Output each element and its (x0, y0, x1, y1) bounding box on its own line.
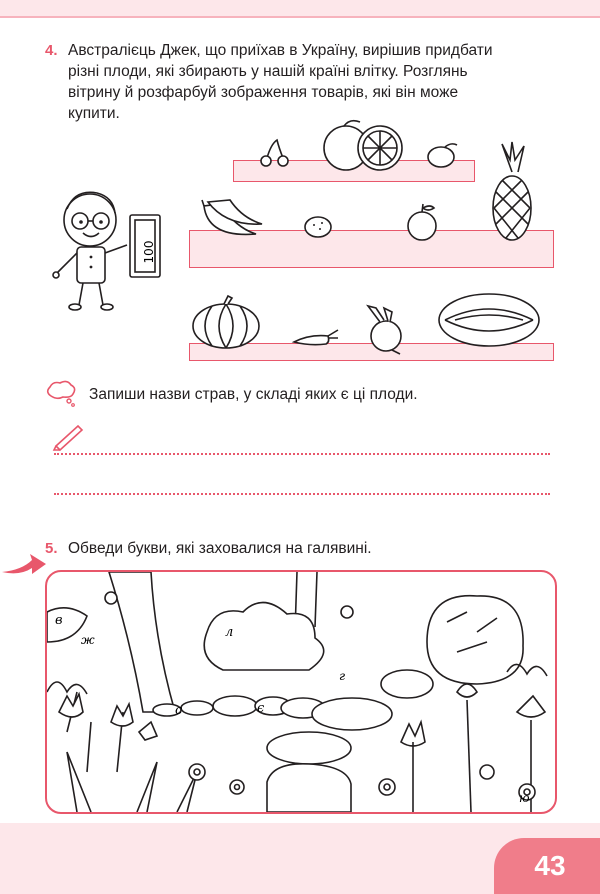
melon-icon (435, 290, 545, 350)
banknote-value: 100 (142, 240, 156, 264)
task-4-line-2: різні плоди, які збирають у нашій країні влітку. Розглянь (68, 63, 468, 80)
page-number: 43 (494, 838, 600, 894)
task-4-line-4: купити. (68, 105, 120, 122)
cherries-icon (255, 138, 295, 168)
kiwi-icon (302, 214, 334, 240)
subtask-write-dishes: Запиши назви страв, у складі яких є ці плоди. (89, 386, 418, 403)
hidden-letter-2[interactable]: ж (81, 633, 95, 647)
answer-line-1[interactable] (54, 453, 550, 455)
task-5-number: 5. (45, 540, 58, 557)
carrot-icon (290, 326, 340, 350)
hidden-letter-4[interactable]: г (339, 669, 346, 683)
task-4-number: 4. (45, 42, 58, 59)
task-4-line-3: вітрину й розфарбуй зображення товарів, які він може (68, 84, 459, 101)
hidden-letter-3[interactable]: л (225, 625, 234, 640)
apricot-icon (425, 142, 461, 168)
thought-cloud-icon (45, 380, 77, 408)
oranges-icon (318, 118, 408, 174)
task-4-line-1: Австралієць Джек, що приїхав в Україну, вирішив придбати (68, 42, 493, 59)
task-5-text: Обведи букви, які заховалися на галявині. (68, 540, 372, 557)
answer-line-2[interactable] (54, 493, 550, 495)
pencil-icon (50, 422, 86, 450)
bananas-icon (200, 196, 266, 242)
beet-icon (358, 304, 410, 354)
meadow-scene (45, 570, 557, 814)
top-band (0, 0, 600, 18)
pineapple-icon (488, 142, 536, 242)
pumpkin-icon (190, 296, 262, 350)
hidden-letter-5[interactable]: с (175, 703, 183, 718)
banknote-icon (127, 212, 163, 280)
meadow-illustration (47, 572, 555, 812)
hidden-letter-1[interactable]: в (55, 613, 63, 628)
red-pointer-icon (2, 554, 46, 576)
hidden-letter-6[interactable]: є (257, 701, 265, 716)
apple-icon (402, 202, 442, 242)
hidden-letter-7[interactable]: ю (519, 791, 530, 805)
